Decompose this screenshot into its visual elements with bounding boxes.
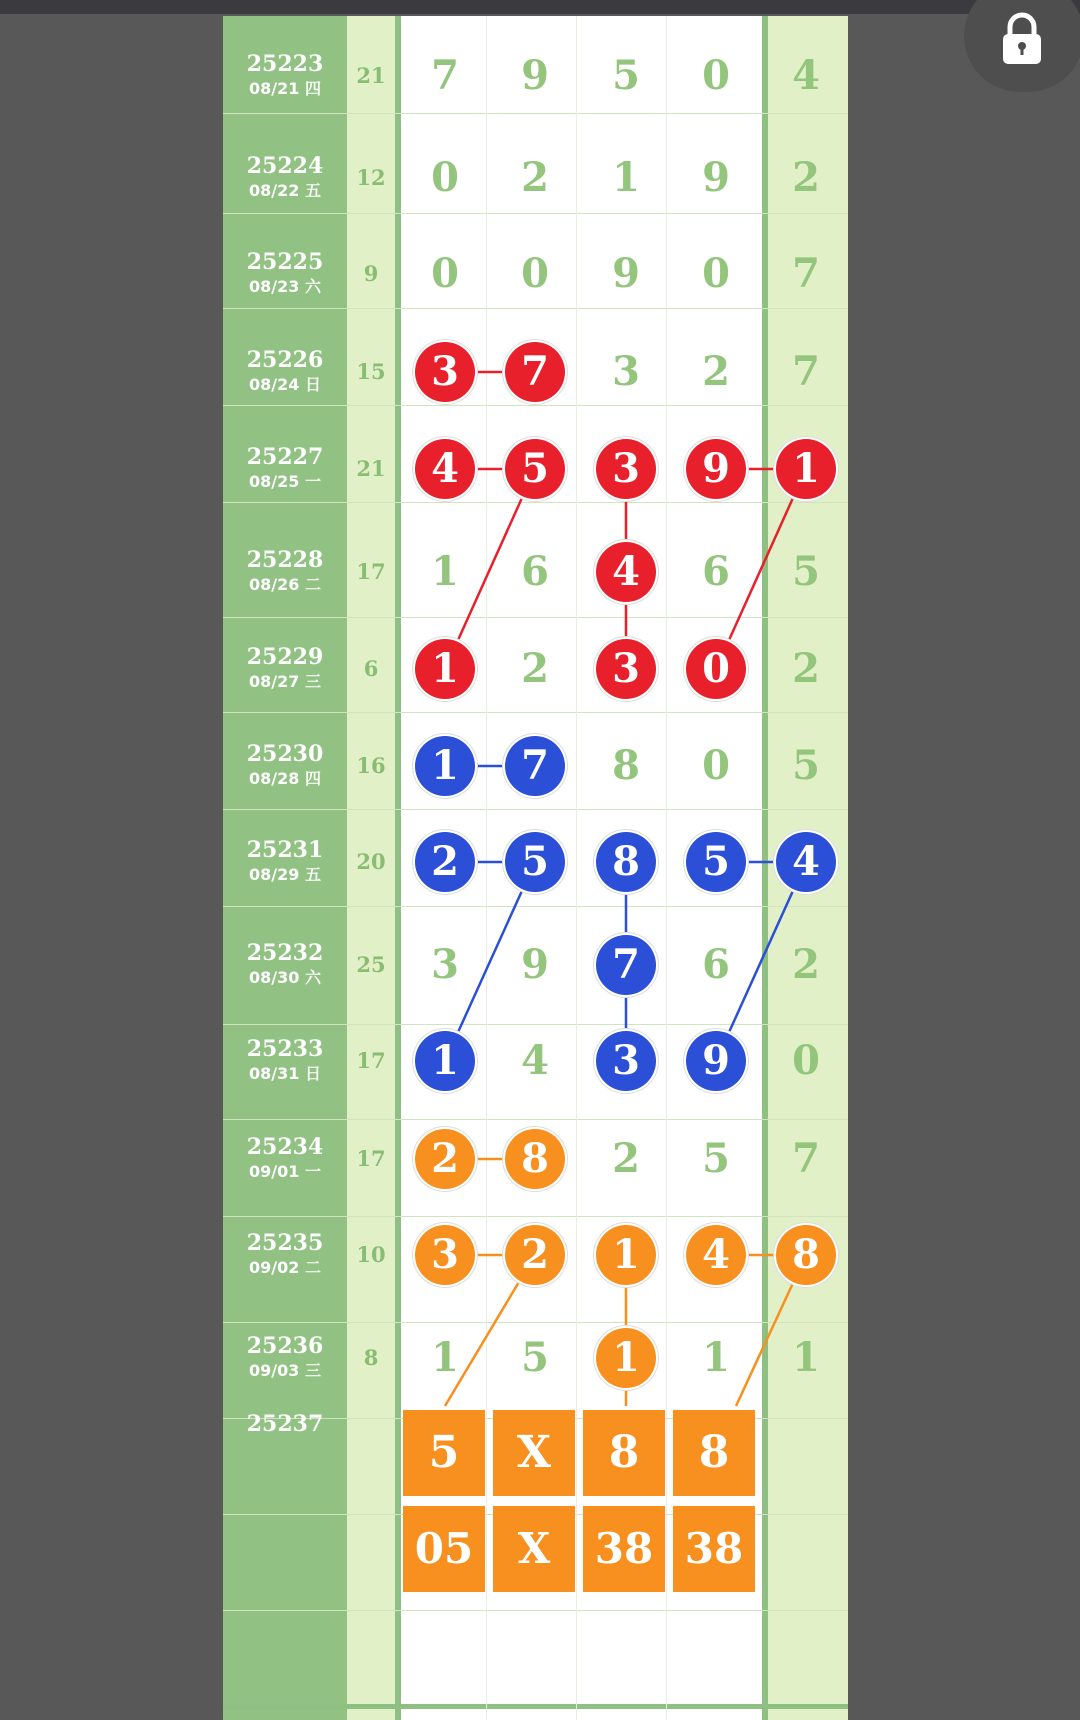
issue-date: 08/28 四: [249, 769, 321, 788]
digit-cell: 6: [702, 548, 730, 595]
digit-ball: 4: [776, 832, 836, 892]
lock-icon: [994, 10, 1050, 66]
digit-cell: 9: [521, 941, 549, 988]
digit-ball: 1: [596, 1328, 656, 1388]
top-status-bar: [0, 0, 1080, 14]
issue-cell: [223, 443, 347, 493]
prediction-cell: 38: [673, 1506, 755, 1592]
digit-cell: 7: [431, 52, 459, 99]
issue-date: 09/03 三: [249, 1361, 321, 1380]
issue-cell: [223, 1229, 347, 1279]
issue-number: 25226: [246, 347, 324, 373]
issue-number: 25224: [246, 153, 324, 179]
digit-cell: 5: [792, 742, 820, 789]
issue-date: 08/27 三: [249, 672, 321, 691]
digit-cell: 1: [612, 154, 640, 201]
digit-cell: 3: [431, 941, 459, 988]
digit-ball: 0: [686, 639, 746, 699]
digit-cell: 7: [792, 250, 820, 297]
issue-date: 08/25 一: [249, 472, 321, 491]
digit-ball: 5: [505, 832, 565, 892]
lock-button[interactable]: [964, 0, 1080, 92]
digit-cell: 7: [792, 348, 820, 395]
sum-value: 8: [363, 1345, 379, 1370]
digit-ball: 3: [596, 439, 656, 499]
issue-date: 08/24 日: [249, 375, 321, 394]
digit-cell: 1: [792, 1334, 820, 1381]
issue-date: 09/01 一: [249, 1162, 321, 1181]
digit-ball: 2: [505, 1225, 565, 1285]
issue-date: 08/30 六: [249, 968, 321, 987]
issue-cell: [223, 740, 347, 790]
digit-ball: 8: [776, 1225, 836, 1285]
prediction-cell: X: [493, 1410, 575, 1496]
issue-cell: [223, 836, 347, 886]
digit-cell: 0: [431, 154, 459, 201]
issue-number: 25234: [246, 1134, 324, 1160]
prediction-cell: 38: [583, 1506, 665, 1592]
sum-value: 12: [356, 165, 386, 190]
sum-value: 10: [356, 1242, 386, 1267]
sum-value: 17: [356, 559, 386, 584]
digit-ball: 1: [596, 1225, 656, 1285]
digit-cell: 2: [702, 348, 730, 395]
issue-number: 25227: [246, 444, 324, 470]
digit-ball: 1: [415, 736, 475, 796]
digit-cell: 9: [702, 154, 730, 201]
digit-cell: 9: [612, 250, 640, 297]
issue-cell: [223, 939, 347, 989]
prediction-cell: 5: [403, 1410, 485, 1496]
digit-ball: 5: [686, 832, 746, 892]
issue-date: 08/26 二: [249, 575, 321, 594]
digit-cell: 0: [521, 250, 549, 297]
digit-cell: 0: [702, 250, 730, 297]
digit-ball: 9: [686, 439, 746, 499]
issue-number: 25231: [246, 837, 324, 863]
issue-number: 25228: [246, 547, 324, 573]
issue-number: 25233: [246, 1036, 324, 1062]
sum-value: 15: [356, 359, 386, 384]
digit-ball: 8: [505, 1129, 565, 1189]
digit-cell: 5: [702, 1135, 730, 1182]
digit-cell: 2: [792, 645, 820, 692]
digit-cell: 3: [612, 348, 640, 395]
sum-value: 17: [356, 1048, 386, 1073]
digit-ball: 4: [415, 439, 475, 499]
issue-date: 08/22 五: [249, 181, 321, 200]
issue-cell: [223, 346, 347, 396]
digit-cell: 2: [521, 154, 549, 201]
digit-ball: 4: [686, 1225, 746, 1285]
issue-cell: [223, 1133, 347, 1183]
sum-value: 16: [356, 753, 386, 778]
sum-value: 6: [363, 656, 379, 681]
sum-value: 20: [356, 849, 386, 874]
digit-ball: 1: [415, 1031, 475, 1091]
digit-ball: 4: [596, 542, 656, 602]
digit-ball: 9: [686, 1031, 746, 1091]
digit-ball: 5: [505, 439, 565, 499]
digit-cell: 2: [612, 1135, 640, 1182]
digit-ball: 7: [505, 342, 565, 402]
digit-ball: 7: [596, 935, 656, 995]
digit-cell: 4: [792, 52, 820, 99]
digit-ball: 2: [415, 832, 475, 892]
digit-ball: 1: [415, 639, 475, 699]
prediction-cell: X: [493, 1506, 575, 1592]
digit-cell: 5: [612, 52, 640, 99]
issue-cell: [223, 1332, 347, 1382]
digit-ball: 3: [596, 1031, 656, 1091]
digit-cell: 0: [431, 250, 459, 297]
issue-number: 25232: [246, 940, 324, 966]
sum-value: 21: [356, 63, 386, 88]
digit-cell: 0: [792, 1037, 820, 1084]
digit-cell: 7: [792, 1135, 820, 1182]
prediction-cell: 8: [583, 1410, 665, 1496]
digit-cell: 6: [702, 941, 730, 988]
digit-ball: 7: [505, 736, 565, 796]
digit-cell: 9: [521, 52, 549, 99]
issue-date: 08/31 日: [249, 1064, 321, 1083]
prediction-issue-number: 25237: [246, 1411, 324, 1437]
digit-cell: 5: [521, 1334, 549, 1381]
issue-number: 25223: [246, 51, 324, 77]
digit-ball: 3: [415, 1225, 475, 1285]
trend-chart-board: [223, 16, 848, 1720]
prediction-issue: [223, 1410, 347, 1438]
issue-cell: [223, 50, 347, 100]
issue-cell: [223, 1035, 347, 1085]
prediction-cell: 05: [403, 1506, 485, 1592]
digit-cell: 6: [521, 548, 549, 595]
prediction-cell: 8: [673, 1410, 755, 1496]
issue-number: 25230: [246, 741, 324, 767]
issue-number: 25236: [246, 1333, 324, 1359]
digit-ball: 1: [776, 439, 836, 499]
issue-date: 08/21 四: [249, 79, 321, 98]
issue-date: 08/29 五: [249, 865, 321, 884]
digit-cell: 2: [792, 154, 820, 201]
digit-cell: 2: [792, 941, 820, 988]
digit-cell: 1: [431, 1334, 459, 1381]
issue-cell: [223, 152, 347, 202]
issue-date: 08/23 六: [249, 277, 321, 296]
digit-cell: 8: [612, 742, 640, 789]
sum-value: 21: [356, 456, 386, 481]
digit-cell: 0: [702, 742, 730, 789]
sum-value: 17: [356, 1146, 386, 1171]
issue-number: 25225: [246, 249, 324, 275]
issue-number: 25235: [246, 1230, 324, 1256]
digit-cell: 1: [431, 548, 459, 595]
issue-cell: [223, 643, 347, 693]
digit-cell: 1: [702, 1334, 730, 1381]
issue-cell: [223, 248, 347, 298]
digit-ball: 3: [415, 342, 475, 402]
digit-cell: 4: [521, 1037, 549, 1084]
digit-cell: 5: [792, 548, 820, 595]
digit-ball: 2: [415, 1129, 475, 1189]
sum-value: 25: [356, 952, 386, 977]
issue-date: 09/02 二: [249, 1258, 321, 1277]
digit-cell: 0: [702, 52, 730, 99]
issue-number: 25229: [246, 644, 324, 670]
sum-value: 9: [363, 261, 379, 286]
digit-cell: 2: [521, 645, 549, 692]
digit-ball: 3: [596, 639, 656, 699]
issue-cell: [223, 546, 347, 596]
digit-ball: 8: [596, 832, 656, 892]
